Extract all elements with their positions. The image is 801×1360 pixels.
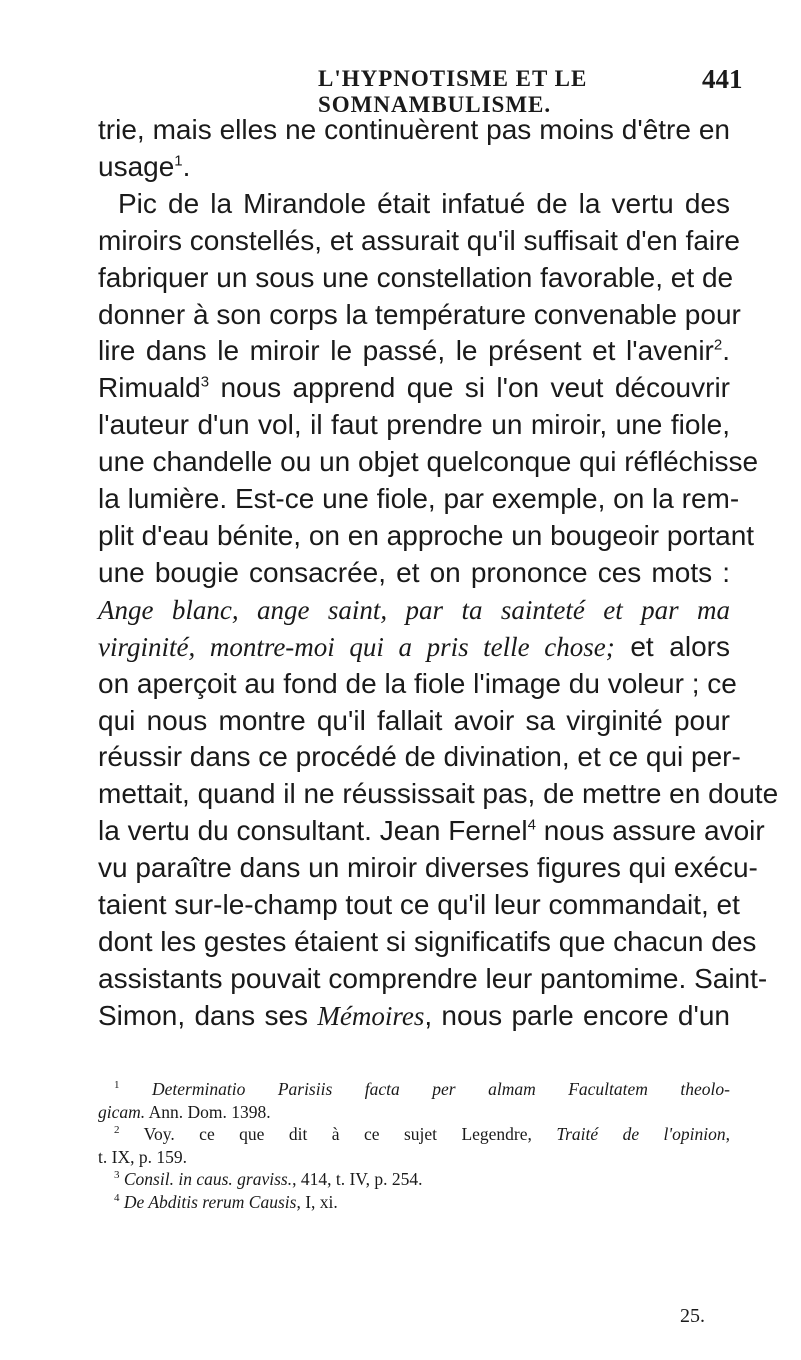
- text-line-italic: Ange blanc, ange saint, par ta sainteté et par ma: [98, 594, 730, 625]
- text-line: Rimuald$^3$ nous apprend que si l'on veut découvrir: [98, 372, 730, 404]
- text-line: dont les gestes étaient si significatifs que chacun des: [98, 925, 757, 957]
- footnote-2: $^2$ Voy. ce que dit à ce sujet Legendre, Traité de l'opinion,: [114, 1124, 730, 1145]
- text-line: Pic de la Mirandole était infatué de la vertu des: [118, 187, 730, 219]
- footnote-1-cont: gicam. Ann. Dom. 1398.: [98, 1101, 271, 1122]
- footnote-2-cont: t. IX, p. 159.: [98, 1146, 187, 1167]
- text-line: on aperçoit au fond de la fiole l'image du voleur ; ce: [98, 667, 737, 699]
- text-line: Simon, dans ses Mémoires, nous parle encore d'un: [98, 999, 730, 1031]
- text-line: la vertu du consultant. Jean Fernel$^4$ nous assure avoir: [98, 815, 765, 847]
- running-title: L'HYPNOTISME ET LE SOMNAMBULISME.: [318, 66, 588, 117]
- footnote-ref: 1: [174, 152, 183, 170]
- text-line: une bougie consacrée, et on prononce ces mots :: [98, 556, 730, 588]
- text-line: donner à son corps la température convenable pour: [98, 298, 741, 330]
- text-line: mettait, quand il ne réussissait pas, de mettre en doute: [98, 778, 779, 810]
- footnotes: [98, 1078, 730, 1214]
- text-line: l'auteur d'un vol, il faut prendre un miroir, une fiole,: [98, 409, 730, 441]
- footnote-ref: 3: [200, 374, 210, 392]
- footnote-ref: 4: [527, 816, 536, 834]
- text-line: lire dans le miroir le passé, le présent et l'avenir$^2$.: [98, 335, 730, 367]
- text-line: virginité, montre-moi qui a pris telle chose; et alors: [98, 630, 730, 662]
- text-line: une chandelle ou un objet quelconque qui réfléchisse: [98, 446, 759, 478]
- text-line: la lumière. Est-ce une fiole, par exemple, on la rem-: [98, 483, 740, 515]
- text-line: assistants pouvait comprendre leur pantomime. Saint-: [98, 962, 768, 994]
- signature-mark: 25.: [680, 1305, 705, 1327]
- text-line: qui nous montre qu'il fallait avoir sa virginité pour: [98, 704, 730, 736]
- footnote-3: $^3$ Consil. in caus. graviss., 414, t. IV, p. 254.: [114, 1169, 423, 1190]
- text-line: plit d'eau bénite, on en approche un bougeoir portant: [98, 519, 755, 551]
- footnote-1: $^1$ Determinatio Parisiis facta per almam Facultatem theolo-: [114, 1079, 730, 1099]
- text-line: taient sur-le-champ tout ce qu'il leur commandait, et: [98, 889, 740, 921]
- text-line: trie, mais elles ne continuèrent pas moins d'être en: [98, 114, 730, 145]
- footnote-4: $^4$ De Abditis rerum Causis, I, xi.: [114, 1191, 338, 1212]
- main-text: [98, 112, 779, 1035]
- page-number: 441: [702, 64, 743, 94]
- text-line: fabriquer un sous une constellation favorable, et de: [98, 261, 734, 293]
- text-line: miroirs constellés, et assurait qu'il suffisait d'en faire: [98, 224, 741, 256]
- text-line: vu paraître dans un miroir diverses figures qui exécu-: [98, 852, 758, 884]
- text-line: usage$^1$.: [98, 150, 191, 182]
- text-line: réussir dans ce procédé de divination, et ce qui per-: [98, 741, 741, 773]
- footnote-ref: 2: [713, 337, 723, 355]
- running-header: [0, 64, 801, 117]
